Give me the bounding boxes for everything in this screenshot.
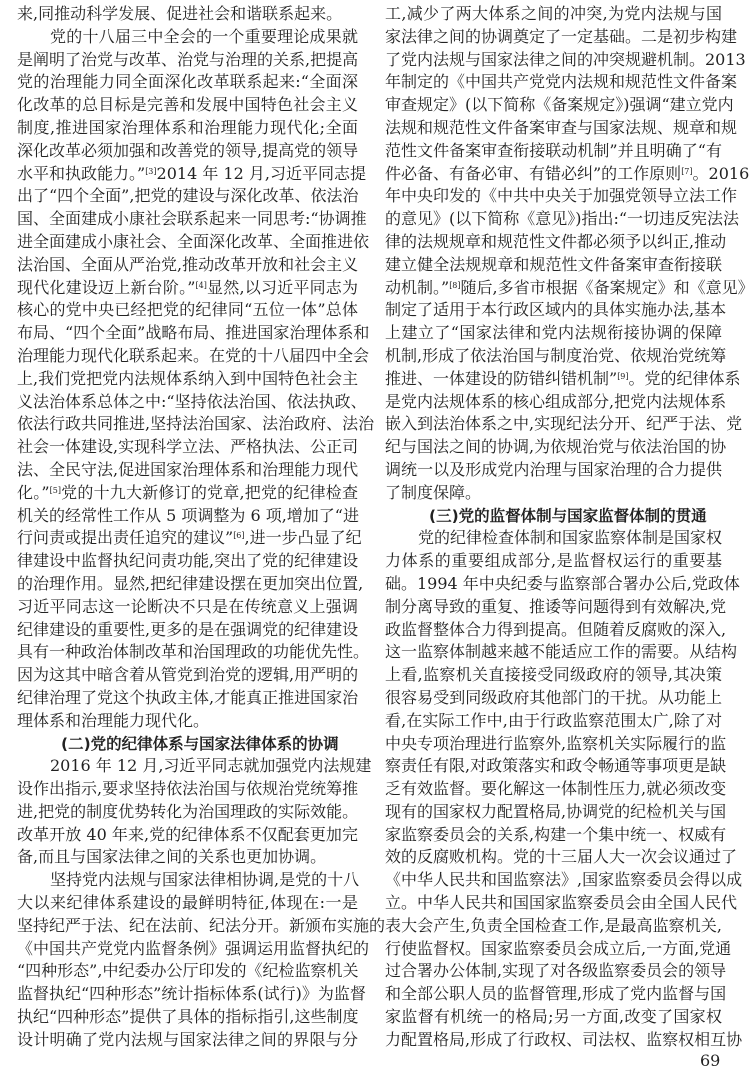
text-line: 上看,监察机关直接接受同级政府的领导,其决策	[385, 665, 722, 685]
text-line: 义法治体系总体之中:“坚持依法治国、依法执政、	[17, 391, 367, 411]
section-heading	[385, 505, 722, 528]
text-line: 备,而且与国家法律之间的关系也更加协调。	[17, 847, 327, 867]
text-line: 政监督整体合力得到提高。但随着反腐败的深入,	[385, 619, 727, 639]
text-line: 布局、“四个全面”战略布局、推进国家治理体系和	[17, 323, 370, 343]
text-line: 来,同推动科学发展、促进社会和谐联系起来。	[17, 4, 343, 23]
text-line: 行问责或提出责任追究的建议”[6],进一步凸显了纪	[17, 528, 362, 548]
text-line: 了党内法规与国家法律之间的冲突规避机制。2013	[385, 49, 746, 69]
citation-ref: [5]	[49, 485, 61, 495]
text-line: 年中央印发的《中共中央关于加强党领导立法工作	[385, 186, 738, 206]
text-line: 效的反腐败机构。党的十三届人大一次会议通过了	[385, 847, 738, 867]
text-line: 调统一以及形成党内治理与国家治理的合力提供	[385, 459, 722, 479]
text-line: 具有一种政治体制改革和治国理政的功能优先性。	[17, 642, 370, 662]
heading-text: (三)党的监督体制与国家监督体制的贯通	[429, 506, 707, 525]
text-line: 改革开放 40 年来,党的纪律体系不仅配套更加完	[17, 824, 358, 844]
text-line: 进全面建成小康社会、全面深化改革、全面推进依	[17, 231, 370, 251]
text-line: 动机制。”[8]随后,多省市根据《备案规定》和《意见》	[385, 277, 754, 297]
text-line: 设作出指示,要求坚持依法治国与依规治党统筹推	[17, 779, 359, 799]
text-line: 力配置格局,形成了行政权、司法权、监察权相互协	[385, 1029, 743, 1049]
text-line: 党的十八届三中全会的一个重要理论成果就	[50, 26, 358, 46]
text-line: 因为这其中暗含着从管党到治党的逻辑,用严明的	[17, 665, 359, 685]
text-line: 《中国共产党党内监督条例》强调运用监督执纪的	[17, 938, 370, 958]
citation-ref: [9]	[617, 371, 629, 381]
text-line: 力体系的重要组成部分,是监督权运行的重要基	[385, 551, 722, 571]
text-line: 上建立了“国家法律和党内法规衔接协调的保障	[385, 323, 722, 343]
text-line: 制定了适用于本行政区域内的具体实施办法,基本	[385, 300, 727, 320]
paragraph	[385, 3, 754, 505]
text-line: 核心的党中央已经把党的纪律同“五位一体”总体	[17, 300, 358, 320]
text-line: 现有的国家权力配置格局,协调党的纪检机关与国	[385, 801, 727, 821]
text-line: 乏有效监督。要化解这一体制性压力,就必须改变	[385, 779, 727, 799]
text-line: 是党内法规体系的核心组成部分,把党内法规体系	[385, 391, 727, 411]
text-line: 设计明确了党内法规与国家法律之间的界限与分	[17, 1029, 358, 1049]
text-line: 深化改革必须加强和改善党的领导,提高党的领导	[17, 140, 359, 160]
text-line: 律的法规规章和规范性文件都必须予以纠正,推动	[385, 231, 727, 251]
text-line: 大以来纪律体系建设的最鲜明特征,体现在:一是	[17, 893, 358, 913]
text-line: 理体系和治理能力现代化。	[17, 710, 210, 730]
paragraph	[17, 869, 386, 1051]
text-line: 法规和规范性文件备案审查与国家法规、规章和规	[385, 117, 738, 137]
text-line: 建立健全法规规章和规范性文件备案审查衔接联	[385, 254, 722, 274]
right-column	[385, 3, 754, 1052]
text-line: 机关的经常性工作从 5 项调整为 6 项,增加了“进	[17, 505, 359, 525]
text-line: 嵌入到法治体系之中,实现纪法分开、纪严于法、党	[385, 414, 743, 434]
text-line: 国、全面建成小康社会联系起来一同思考:“协调推	[17, 209, 367, 229]
text-line: 纪与国法之间的协调,为依规治党与依法治国的协	[385, 437, 727, 457]
text-line: 家监察委员会的关系,构建一个集中统一、权威有	[385, 824, 727, 844]
text-line: 件必备、有备必审、有错必纠”的工作原则[7]。2016	[385, 163, 750, 183]
text-line: 和全部公职人员的监督管理,形成了党内监督与国	[385, 984, 727, 1004]
text-line: 法治国、全面从严治党,推动改革开放和社会主义	[17, 254, 359, 274]
text-line: 社会一体建设,实现科学立法、严格执法、公正司	[17, 437, 359, 457]
text-line: 制分离导致的重复、推诿等问题得到有效解决,党	[385, 596, 727, 616]
citation-ref: [7]	[681, 166, 693, 176]
paragraph	[17, 755, 372, 869]
text-line: 出了“四个全面”,把党的建设与深化改革、依法治	[17, 186, 359, 206]
heading-text: (二)党的纪律体系与国家法律体系的协调	[61, 734, 339, 753]
text-line: 化改革的总目标是完善和发展中国特色社会主义	[17, 95, 358, 115]
text-line: 的意见》(以下简称《意见》)指出:“一切违反宪法法	[385, 209, 740, 229]
text-line: 审查规定》(以下简称《备案规定》)强调“建立党内	[385, 95, 734, 115]
left-column	[17, 3, 386, 1052]
text-line: 立。中华人民共和国国家监察委员会由全国人民代	[385, 893, 738, 913]
text-line: 看,在实际工作中,由于行政监察范围太广,除了对	[385, 710, 722, 730]
text-line: 监督执纪“四种形态”统计指标体系(试行)》为监督	[17, 984, 366, 1004]
text-line: 党的治理能力同全面深化改革联系起来:“全面深	[17, 72, 358, 92]
text-line: 坚持党内法规与国家法律相协调,是党的十八	[50, 870, 360, 890]
text-line: 工,减少了两大体系之间的冲突,为党内法规与国	[385, 4, 722, 23]
text-line: 过合署办公体制,实现了对各级监察委员会的领导	[385, 961, 727, 981]
paragraph	[17, 26, 375, 733]
text-line: “四种形态”,中纪委办公厅印发的《纪检监察机关	[17, 961, 359, 981]
paragraph	[385, 527, 743, 1051]
text-line: 上,我们党把党内法规体系纳入到中国特色社会主	[17, 368, 359, 388]
text-line: 纪律治理了党这个执政主体,才能真正推进国家治	[17, 687, 359, 707]
text-line: 表大会产生,负责全国检查工作,是最高监察机关,	[385, 915, 722, 935]
text-line: 执纪“四种形态”提供了具体的指标指引,这些制度	[17, 1007, 359, 1027]
text-line: 家监督有机统一的格局;另一方面,改变了国家权	[385, 1007, 722, 1027]
text-line: 是阐明了治党与改革、治党与治理的关系,把提高	[17, 49, 359, 69]
citation-ref: [8]	[449, 280, 461, 290]
text-line: 础。1994 年中央纪委与监察部合署办公后,党政体	[385, 573, 740, 593]
section-heading	[17, 733, 358, 756]
text-line: 察责任有限,对政策落实和政令畅通等事项更是缺	[385, 756, 727, 776]
text-line: 推进、一体建设的防错纠错机制”[9]。党的纪律体系	[385, 368, 741, 388]
text-line: 纪律建设的重要性,更多的是在强调党的纪律建设	[17, 619, 359, 639]
text-line: 的治理作用。显然,把纪律建设摆在更加突出位置,	[17, 573, 364, 593]
text-line: 依法行政共同推进,坚持法治国家、法治政府、法治	[17, 414, 375, 434]
text-line: 家法律之间的协调奠定了一定基础。二是初步构建	[385, 26, 738, 46]
citation-ref: [6]	[233, 531, 245, 541]
paragraph	[17, 3, 358, 26]
text-line: 范性文件备案审查衔接联动机制”并且明确了“有	[385, 140, 722, 160]
text-line: 中央专项治理进行监察外,监察机关实际履行的监	[385, 733, 727, 753]
text-line: 习近平同志这一论断决不只是在传统意义上强调	[17, 596, 358, 616]
text-line: 年制定的《中国共产党党内法规和规范性文件备案	[385, 72, 738, 92]
text-line: 治理能力现代化联系起来。在党的十八届四中全会	[17, 345, 370, 365]
text-line: 《中华人民共和国监察法》,国家监察委员会得以成	[385, 870, 743, 890]
text-line: 了制度保障。	[385, 482, 482, 502]
text-line: 党的纪律检查体制和国家监察体制是国家权	[418, 528, 723, 548]
citation-ref: [3]	[145, 166, 157, 176]
text-line: 坚持纪严于法、纪在法前、纪法分开。新颁布实施的	[17, 915, 386, 935]
text-line: 律建设中监督执纪问责功能,突出了党的纪律建设	[17, 551, 359, 571]
text-line: 这一监察体制越来越不能适应工作的需要。从结构	[385, 642, 738, 662]
text-line: 机制,形成了依法治国与制度治党、依规治党统筹	[385, 345, 727, 365]
text-line: 化。”[5]党的十九大新修订的党章,把党的纪律检查	[17, 482, 358, 502]
text-line: 行使监督权。国家监察委员会成立后,一方面,党通	[385, 938, 732, 958]
text-line: 很容易受到同级政府其他部门的干扰。从功能上	[385, 687, 722, 707]
citation-ref: [4]	[195, 280, 207, 290]
text-line: 现代化建设迈上新台阶。”[4]显然,以习近平同志为	[17, 277, 358, 297]
text-line: 进,把党的制度优势转化为治国理政的实际效能。	[17, 801, 359, 821]
text-line: 水平和执政能力。”[3]2014 年 12 月,习近平同志提	[17, 163, 366, 183]
text-line: 2016 年 12 月,习近平同志就加强党内法规建	[50, 756, 372, 776]
text-line: 法、全民守法,促进国家治理体系和治理能力现代	[17, 459, 359, 479]
page-number: 69	[700, 1051, 721, 1070]
text-line: 制度,推进国家治理体系和治理能力现代化;全面	[17, 117, 358, 137]
